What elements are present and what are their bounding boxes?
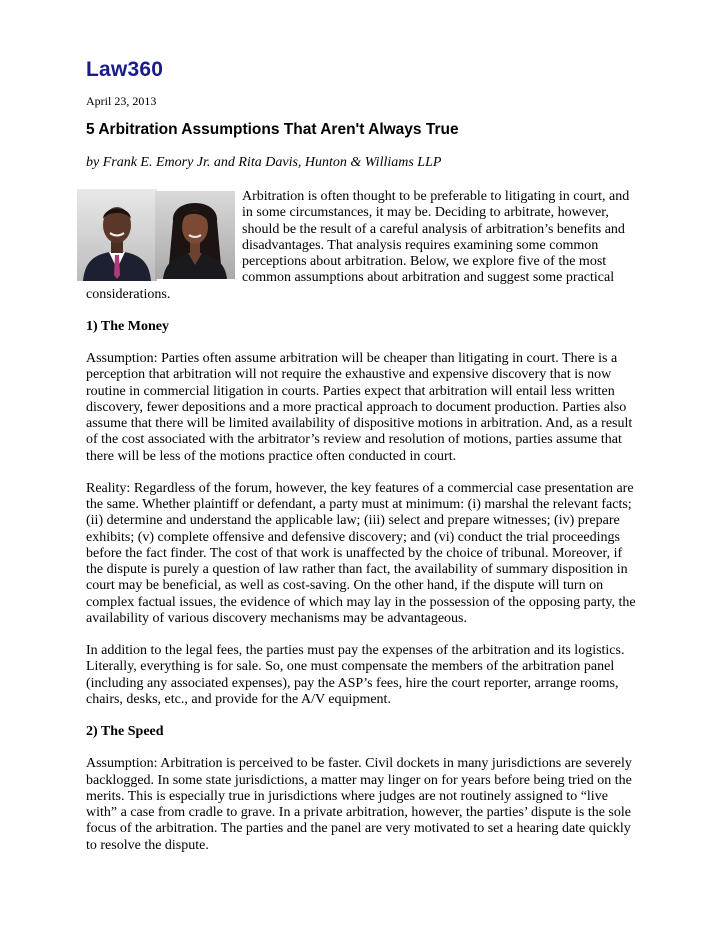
money-reality-paragraph: Reality: Regardless of the forum, however, the key features of a commercial case presentation are the same. Whether plaintiff or defendant, a party must at minimum: (i) marshal the relevant facts; (ii) determine and understand the applicable law; (iii) select and prepare witnesses; (iv) prepare exhibits; (v) complete offensive and defensive discovery; and (vi) conduct the trial proceedings before the fact finder. The cost of that work is unaffected by the choice of tribunal. Moreover, if the dispute is purely a question of law rather than fact, the availability of summary disposition in court may be beneficial, as well as cost-saving. On the other hand, if the dispute will turn on complex factual issues, the evidence of which may lay in the possession of the opposing party, the availability of various discovery mechanisms may be advantageous.	[86, 480, 636, 626]
money-fees-paragraph: In addition to the legal fees, the parties must pay the expenses of the arbitration and its logistics. Literally, everything is for sale. So, one must compensate the members of the arbitration panel (including any associated expenses), pay the ASP’s fees, hire the court reporter, arrange rooms, chairs, desks, etc., and provide for the A/V equipment.	[86, 643, 625, 707]
intro-paragraph: Arbitration is often thought to be preferable to litigating in court, and in some circumstances, it may be. Deciding to arbitrate, however, should be the result of a careful analysis of arbitration’s benefits and disadvantages. That analysis requires examining some common perceptions about arbitration. Below, we explore five of the most common assumptions about arbitration and suggest some practical considerations.	[86, 189, 630, 302]
publication-masthead: Law360	[86, 58, 164, 81]
speed-assumption-paragraph: Assumption: Arbitration is perceived to be faster. Civil dockets in many jurisdictions are severely backlogged. In some state jurisdictions, a matter may linger on for years before being tried on the merits. This is especially true in jurisdictions where judges are not routinely assigned to “live with” a case from cradle to grave. In a private arbitration, however, the parties’ dispute is the sole focus of the arbitration. The parties and the panel are very motivated to set a hearing date quickly to resolve the dispute.	[86, 756, 632, 853]
money-assumption-paragraph: Assumption: Parties often assume arbitration will be cheaper than litigating in court. There is a perception that arbitration will not require the exhaustive and expensive discovery that is now routine in commercial litigation in courts. Parties expect that arbitration will entail less written discovery, fewer depositions and a more practical approach to document production. Parties also assume that there will be limited availability of dispositive motions in arbitration. And, as a result of the cost associated with the arbitrator’s review and resolution of motions, parties assume that there will be less of the motions practice often conducted in court.	[86, 351, 633, 464]
section-heading-money: 1) The Money	[86, 318, 169, 334]
author-portrait-female-image	[155, 191, 235, 279]
author-photo-frank-emory	[77, 189, 157, 281]
article-byline: by Frank E. Emory Jr. and Rita Davis, Hunton & Williams LLP	[86, 155, 442, 170]
article-date: April 23, 2013	[86, 94, 157, 108]
section-heading-speed: 2) The Speed	[86, 724, 164, 739]
article-headline: 5 Arbitration Assumptions That Aren't Always True	[86, 121, 459, 138]
author-portrait-male-image	[77, 189, 157, 281]
article-body	[86, 189, 638, 870]
author-photo-rita-davis	[155, 191, 235, 279]
